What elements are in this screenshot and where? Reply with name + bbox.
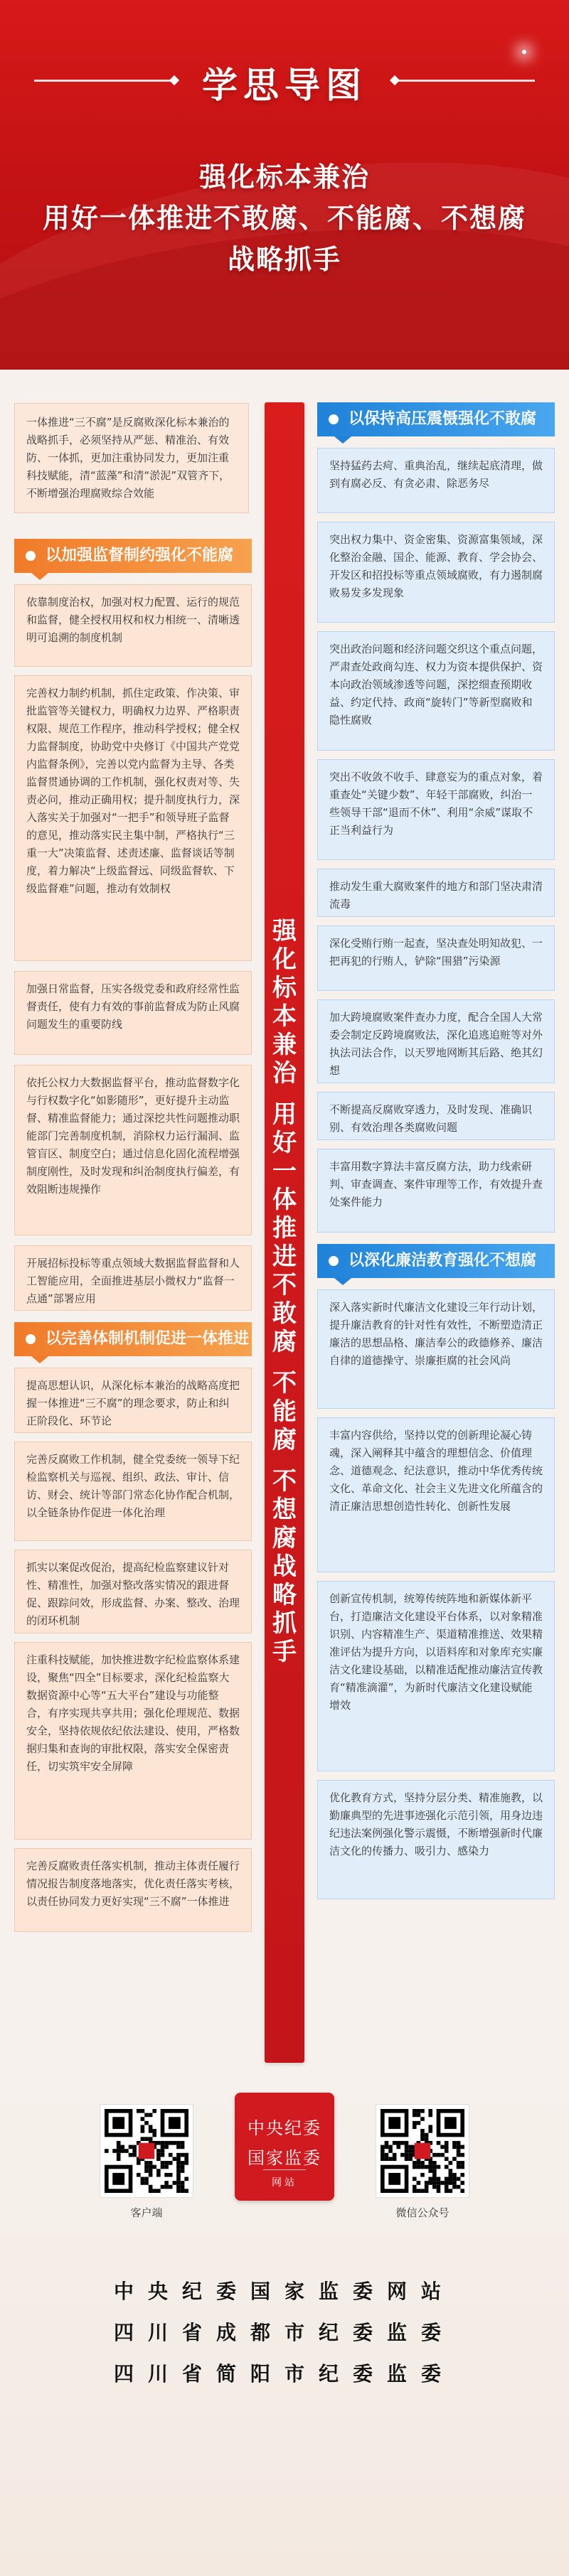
page-title: 学思导图 xyxy=(202,65,367,106)
center-column-char: 敢 xyxy=(272,1299,297,1328)
content-box: 依托公权力大数据监督平台，推动监督数字化与行权数字化“如影随形”，更好提升主动监督、精准监督能力；通过深挖共性问题推动职能部门完善制度机制，消除权力运行漏洞、监管盲区、制度空白；通过信息化固化流程增强制度刚性，及时发现和纠治制度执行偏差，有效阻断违规操作 xyxy=(14,1065,252,1235)
content-box: 抓实以案促改促治，提高纪检监察建议针对性、精准性，加强对整改落实情况的跟进督促、跟踪问效，形成监督、办案、整改、治理的闭环机制 xyxy=(14,1550,252,1633)
org-line: 中央纪委国家监委网站 xyxy=(113,2280,455,2303)
section-heading-mechanism xyxy=(14,1322,252,1356)
center-column-char: 不 xyxy=(272,1467,297,1496)
center-column-char: 腐 xyxy=(272,1524,297,1552)
center-column-char: 略 xyxy=(272,1581,297,1609)
section-heading-deterrence xyxy=(317,402,555,436)
section-heading-label: 以加强监督制约强化不能腐 xyxy=(46,547,234,564)
content-box: 丰富用数字算法丰富反腐方法，助力线索研判、审查调查、案件审理等工作，有效提升查处案件能力 xyxy=(317,1149,555,1233)
footer xyxy=(0,2083,569,2576)
subtitle-line: 强化标本兼治 xyxy=(198,161,370,193)
content-box: 完善反腐败工作机制，健全党委统一领导下纪检监察机关与巡视、组织、政法、审计、信访、财会、统计等部门常态化协作配合机制，以全链条协作促进一体化治理 xyxy=(14,1442,252,1541)
qr-code-app[interactable] xyxy=(100,2104,193,2198)
content-box: 坚持猛药去疴、重典治乱，继续起底清理，做到有腐必反、有贪必肃、除恶务尽 xyxy=(317,448,555,513)
content-box: 不断提高反腐败穿透力，及时发现、准确识别、有效治理各类腐败问题 xyxy=(317,1092,555,1140)
center-column-char xyxy=(265,1356,304,1369)
logo-text: 国家监委 xyxy=(248,2148,321,2168)
intro-box: 一体推进“三不腐”是反腐败深化标本兼治的战略抓手，必须坚持从严惩、精准治、有效防、一体抓，更加注重协同发力，更加注重科技赋能，清“蓝藻”和清“淤泥”双管齐下，不断增强治理腐败综合效能 xyxy=(14,403,249,513)
sparkle-icon xyxy=(522,50,526,54)
bullet-icon xyxy=(26,1334,36,1344)
center-column-char: 本 xyxy=(272,1002,297,1031)
center-column-char: 不 xyxy=(272,1271,297,1299)
center-column-char: 想 xyxy=(272,1496,297,1524)
content-box: 突出政治问题和经济问题交织这个重点问题，严肃查处政商勾连、权力为资本提供保护、资本向政治领域渗透等问题，深挖细查预期收益、约定代持、政商“旋转门”等新型腐败和隐性腐败 xyxy=(317,631,555,751)
section-heading-education xyxy=(317,1244,555,1278)
center-column-char xyxy=(265,1088,304,1100)
page-subtitle xyxy=(0,156,569,280)
content-box: 深化受贿行贿一起查，坚决查处明知故犯、一把再犯的行贿人，铲除“围猎”污染源 xyxy=(317,925,555,991)
center-column-char: 治 xyxy=(272,1059,297,1088)
content-box: 开展招标投标等重点领域大数据监督监督和人工智能应用，全面推进基层小微权力“监督一点通”部署应用 xyxy=(14,1245,252,1311)
logo-divider xyxy=(263,2169,306,2170)
bullet-icon xyxy=(329,414,339,424)
hero-banner xyxy=(0,0,569,370)
content-box: 加强日常监督，压实各级党委和政府经常性监督责任，使有力有效的事前监督成为防止风腐问题发生的重要防线 xyxy=(14,971,252,1055)
content-box: 深入落实新时代廉洁文化建设三年行动计划，提升廉洁教育的针对性有效性，不断塑造清正廉洁的思想品格、廉洁奉公的政德修养、廉洁自律的道德操守、崇廉拒腐的社会风尚 xyxy=(317,1289,555,1409)
center-column-char: 推 xyxy=(272,1214,297,1243)
org-line: 四川省成都市纪委监委 xyxy=(113,2321,455,2344)
center-column-char: 强 xyxy=(272,917,297,945)
center-column-char: 好 xyxy=(272,1129,297,1157)
center-column-char: 腐 xyxy=(272,1426,297,1454)
center-column-char: 用 xyxy=(272,1100,297,1129)
section-heading-label: 以完善体制机制促进一体推进 xyxy=(46,1330,250,1348)
ccdi-logo xyxy=(235,2093,334,2201)
content-box: 完善权力制约机制，抓住定政策、作决策、审批监管等关键权力，明确权力边界、严格职责权限、规范工作程序，推动科学授权；健全权力监督制度，协助党中央修订《中国共产党党内监督条例》，完善以党内监督为主导、各类监督贯通协调的工作机制，强化权责对等、失责必问，推动正确用权；提升制度执行力，深入落实关于加强对“一把手”和领导班子监督的意见，推动落实民主集中制，严格执行“三重一大”决策监督、述责述廉、监督谈话等制度，着力解决“上级监督远、同级监督软、下级监督难”问题，推动有效制权 xyxy=(14,675,252,961)
content-box: 依靠制度治权，加强对权力配置、运行的规范和监督，健全授权用权和权力相统一、清晰透明可追溯的制度机制 xyxy=(14,584,252,667)
subtitle-line: 用好一体推进不敢腐、不能腐、不想腐 xyxy=(42,203,526,234)
center-column-char: 化 xyxy=(272,945,297,974)
qr-code-wechat[interactable] xyxy=(376,2104,469,2198)
center-column-char: 一 xyxy=(272,1157,297,1186)
content-box: 注重科技赋能，加快推进数字纪检监察体系建设，聚焦“四全”目标要求，深化纪检监察大数据资源中心等“五大平台”建设与功能整合，有序实现共享共用；强化伦理规范、数据安全，坚持依规依纪依法建设、使用，严格数据归集和查询的审批权限，落实安全保密责任，切实筑牢安全屏障 xyxy=(14,1642,252,1840)
org-line: 四川省简阳市纪委监委 xyxy=(113,2362,455,2386)
subtitle-line: 战略抓手 xyxy=(227,244,341,275)
center-column-char: 进 xyxy=(272,1243,297,1271)
center-column-char: 兼 xyxy=(272,1031,297,1059)
qr-code-icon xyxy=(381,2109,464,2193)
center-column-char: 腐 xyxy=(272,1328,297,1356)
bullet-icon xyxy=(26,551,36,561)
logo-text: 中央纪委 xyxy=(248,2118,321,2138)
content-box: 突出不收敛不收手、肆意妄为的重点对象，着重查处“关键少数”、年轻干部腐败，纠治一些领导干部“退而不休”、利用“余威”谋取不正当利益行为 xyxy=(317,759,555,860)
content-box: 优化教育方式，坚持分层分类、精准施教，以勤廉典型的先进事迹强化示范引领，用身边违纪违法案例强化警示震慑，不断增强新时代廉洁文化的传播力、吸引力、感染力 xyxy=(317,1780,555,1899)
qr-label-app: 客户端 xyxy=(130,2206,163,2219)
qr-code-icon xyxy=(105,2109,188,2193)
qr-label-wechat: 微信公众号 xyxy=(395,2206,450,2219)
center-column-char: 体 xyxy=(272,1186,297,1214)
center-column-text xyxy=(265,917,304,1666)
center-column-char: 不 xyxy=(272,1369,297,1397)
section-heading-label: 以深化廉洁教育强化不想腐 xyxy=(349,1252,537,1270)
center-column-char: 能 xyxy=(272,1397,297,1426)
center-column-char xyxy=(265,1454,304,1467)
center-column-char: 战 xyxy=(272,1552,297,1581)
content-box: 丰富内容供给，坚持以党的创新理论凝心铸魂，深入阐释其中蕴含的理想信念、价值理念、道德观念、纪法意识，推动中华优秀传统文化、革命文化、社会主义先进文化所蕴含的清正廉洁思想创造性转化、创新性发展 xyxy=(317,1417,555,1572)
content-box: 突出权力集中、资金密集、资源富集领域，深化整治金融、国企、能源、教育、学会协会、开发区和招投标等重点领域腐败，有力遏制腐败易发多发现象 xyxy=(317,522,555,623)
pointer-icon xyxy=(31,1356,48,1363)
pointer-icon xyxy=(334,436,351,444)
logo-text: 网站 xyxy=(272,2177,297,2189)
center-column-char: 抓 xyxy=(272,1609,297,1638)
pointer-icon xyxy=(31,573,48,580)
section-heading-label: 以保持高压震慑强化不敢腐 xyxy=(349,410,537,428)
pointer-icon xyxy=(334,1278,351,1285)
content-box: 加大跨境腐败案件查办力度，配合全国人大常委会制定反跨境腐败法，深化追逃追赃等对外执法司法合作，以天罗地网断其后路、绝其幻想 xyxy=(317,999,555,1083)
section-heading-supervision xyxy=(14,539,252,573)
content-box: 完善反腐败责任落实机制，推动主体责任履行情况报告制度落地落实，优化责任落实考核，以责任协同发力更好实现“三不腐”一体推进 xyxy=(14,1848,252,1932)
bullet-icon xyxy=(329,1256,339,1266)
center-column-char: 手 xyxy=(272,1638,297,1666)
content-box: 创新宣传机制，统筹传统阵地和新媒体新平台，打造廉洁文化建设平台体系，以对象精准识别、内容精准生产、渠道精准推送、效果精准评估为提升方向，以语料库和对象库充实廉洁文化建设基础，以精准适配推动廉洁宣传教育“精准滴灌”，为新时代廉洁文化建设赋能增效 xyxy=(317,1581,555,1771)
content-box: 推动发生重大腐败案件的地方和部门坚决肃清流毒 xyxy=(317,869,555,917)
center-column-char: 标 xyxy=(272,974,297,1002)
content-box: 提高思想认识，从深化标本兼治的战略高度把握一体推进“三不腐”的理念要求，防止和纠正阶段化、环节论 xyxy=(14,1368,252,1433)
